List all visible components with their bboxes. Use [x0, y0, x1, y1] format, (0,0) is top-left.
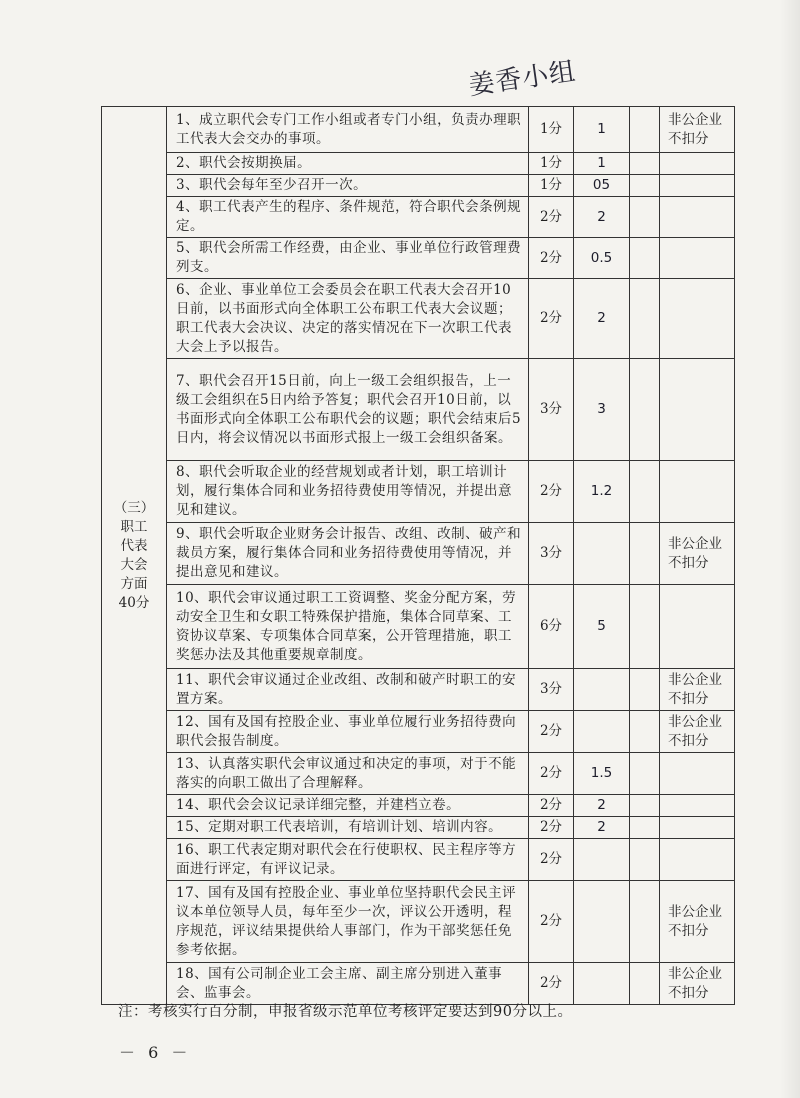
- given-score: 1.5: [574, 753, 630, 795]
- category-line: （三）: [113, 499, 155, 516]
- page-edge-shadow: [780, 0, 800, 1098]
- max-score: 3分: [529, 669, 574, 711]
- given-score: 2: [574, 795, 630, 817]
- max-score: 2分: [529, 817, 574, 839]
- max-score: 2分: [529, 279, 574, 359]
- table-row: [102, 669, 735, 711]
- blank-cell: [630, 359, 660, 461]
- remark: [660, 461, 735, 523]
- remark: [660, 197, 735, 238]
- item-text: 1、成立职代会专门工作小组或者专门小组，负责办理职工代表大会交办的事项。: [167, 107, 529, 153]
- given-score: [574, 963, 630, 1005]
- item-text: 3、职代会每年至少召开一次。: [167, 175, 529, 197]
- item-text: 18、国有公司制企业工会主席、副主席分别进入董事会、监事会。: [167, 963, 529, 1005]
- max-score: 2分: [529, 711, 574, 753]
- blank-cell: [630, 881, 660, 963]
- item-text: 13、认真落实职代会审议通过和决定的事项，对于不能落实的向职工做出了合理解释。: [167, 753, 529, 795]
- given-score: [574, 669, 630, 711]
- table-row: [102, 839, 735, 881]
- footnote: 注：考核实行百分制，申报省级示范单位考核评定要达到90分以上。: [118, 1004, 573, 1020]
- table-row: [102, 795, 735, 817]
- category-line: 代表: [120, 537, 148, 554]
- handwritten-signature: 姜香小组: [466, 56, 578, 102]
- given-score: [574, 523, 630, 585]
- max-score: 2分: [529, 753, 574, 795]
- blank-cell: [630, 279, 660, 359]
- max-score: 2分: [529, 839, 574, 881]
- given-score: 2: [574, 279, 630, 359]
- table-row: [102, 279, 735, 359]
- remark: 非公企业不扣分: [660, 669, 735, 711]
- table-row: [102, 153, 735, 175]
- table-row: [102, 963, 735, 1005]
- remark: [660, 585, 735, 669]
- max-score: 2分: [529, 238, 574, 279]
- blank-cell: [630, 197, 660, 238]
- remark: 非公企业不扣分: [660, 963, 735, 1005]
- remark: [660, 753, 735, 795]
- blank-cell: [630, 523, 660, 585]
- table-row: [102, 523, 735, 585]
- category-line: 方面: [120, 575, 148, 592]
- blank-cell: [630, 107, 660, 153]
- remark: 非公企业不扣分: [660, 881, 735, 963]
- blank-cell: [630, 669, 660, 711]
- remark: [660, 839, 735, 881]
- given-score: [574, 839, 630, 881]
- item-text: 14、职代会会议记录详细完整，并建档立卷。: [167, 795, 529, 817]
- blank-cell: [630, 795, 660, 817]
- item-text: 16、职工代表定期对职代会在行使职权、民主程序等方面进行评定，有评议记录。: [167, 839, 529, 881]
- max-score: 2分: [529, 795, 574, 817]
- blank-cell: [630, 175, 660, 197]
- table-row: [102, 817, 735, 839]
- blank-cell: [630, 585, 660, 669]
- given-score: 1: [574, 107, 630, 153]
- item-text: 8、职代会听取企业的经营规划或者计划，职工培训计划，履行集体合同和业务招待费使用等情况，并提出意见和建议。: [167, 461, 529, 523]
- blank-cell: [630, 711, 660, 753]
- max-score: 2分: [529, 197, 574, 238]
- table-row: [102, 881, 735, 963]
- remark: [660, 359, 735, 461]
- max-score: 6分: [529, 585, 574, 669]
- remark: [660, 153, 735, 175]
- table-row: [102, 107, 735, 153]
- max-score: 3分: [529, 523, 574, 585]
- blank-cell: [630, 753, 660, 795]
- item-text: 9、职代会听取企业财务会计报告、改组、改制、破产和裁员方案，履行集体合同和业务招待费使用等情况，并提出意见和建议。: [167, 523, 529, 585]
- table-row: [102, 238, 735, 279]
- page-number: － 6 －: [119, 1043, 192, 1062]
- max-score: 1分: [529, 175, 574, 197]
- max-score: 1分: [529, 107, 574, 153]
- remark: [660, 795, 735, 817]
- max-score: 2分: [529, 963, 574, 1005]
- given-score: [574, 711, 630, 753]
- remark: [660, 238, 735, 279]
- blank-cell: [630, 839, 660, 881]
- max-score: 1分: [529, 153, 574, 175]
- item-text: 6、企业、事业单位工会委员会在职工代表大会召开10日前，以书面形式向全体职工公布职工代表大会议题；职工代表大会决议、决定的落实情况在下一次职工代表大会上予以报告。: [167, 279, 529, 359]
- remark: [660, 817, 735, 839]
- category-line: 40分: [118, 594, 150, 611]
- blank-cell: [630, 963, 660, 1005]
- item-text: 17、国有及国有控股企业、事业单位坚持职代会民主评议本单位领导人员，每年至少一次，评议公开透明，程序规范，评议结果提供给人事部门，作为干部奖惩任免参考依据。: [167, 881, 529, 963]
- remark: 非公企业不扣分: [660, 107, 735, 153]
- item-text: 11、职代会审议通过企业改组、改制和破产时职工的安置方案。: [167, 669, 529, 711]
- max-score: 3分: [529, 359, 574, 461]
- item-text: 2、职代会按期换届。: [167, 153, 529, 175]
- remark: 非公企业不扣分: [660, 523, 735, 585]
- table-row: [102, 711, 735, 753]
- table-row: [102, 197, 735, 238]
- given-score: 1.2: [574, 461, 630, 523]
- item-text: 7、职代会召开15日前，向上一级工会组织报告，上一级工会组织在5日内给予答复；职代会召开10日前，以书面形式向全体职工公布职代会的议题；职代会结束后5日内，将会议情况以书面形式报上一级工会组织备案。: [167, 359, 529, 461]
- blank-cell: [630, 153, 660, 175]
- item-text: 15、定期对职工代表培训，有培训计划、培训内容。: [167, 817, 529, 839]
- table-row: [102, 585, 735, 669]
- given-score: 2: [574, 817, 630, 839]
- max-score: 2分: [529, 461, 574, 523]
- given-score: 1: [574, 153, 630, 175]
- category-line: 大会: [120, 556, 148, 573]
- blank-cell: [630, 461, 660, 523]
- table-row: [102, 461, 735, 523]
- blank-cell: [630, 238, 660, 279]
- table-row: [102, 175, 735, 197]
- given-score: 3: [574, 359, 630, 461]
- remark: [660, 175, 735, 197]
- item-text: 12、国有及国有控股企业、事业单位履行业务招待费向职代会报告制度。: [167, 711, 529, 753]
- given-score: 0.5: [574, 238, 630, 279]
- assessment-table: [101, 106, 735, 1005]
- table-row: [102, 359, 735, 461]
- category-cell: [102, 107, 167, 1005]
- given-score: 2: [574, 197, 630, 238]
- remark: 非公企业不扣分: [660, 711, 735, 753]
- given-score: 05: [574, 175, 630, 197]
- category-line: 职工: [120, 518, 148, 535]
- assessment-table-body: [102, 107, 735, 1005]
- max-score: 2分: [529, 881, 574, 963]
- item-text: 5、职代会所需工作经费，由企业、事业单位行政管理费列支。: [167, 238, 529, 279]
- table-row: [102, 753, 735, 795]
- blank-cell: [630, 817, 660, 839]
- remark: [660, 279, 735, 359]
- item-text: 4、职工代表产生的程序、条件规范，符合职代会条例规定。: [167, 197, 529, 238]
- given-score: 5: [574, 585, 630, 669]
- given-score: [574, 881, 630, 963]
- item-text: 10、职代会审议通过职工工资调整、奖金分配方案，劳动安全卫生和女职工特殊保护措施，集体合同草案、工资协议草案、专项集体合同草案，公开管理措施，职工奖惩办法及其他重要规章制度。: [167, 585, 529, 669]
